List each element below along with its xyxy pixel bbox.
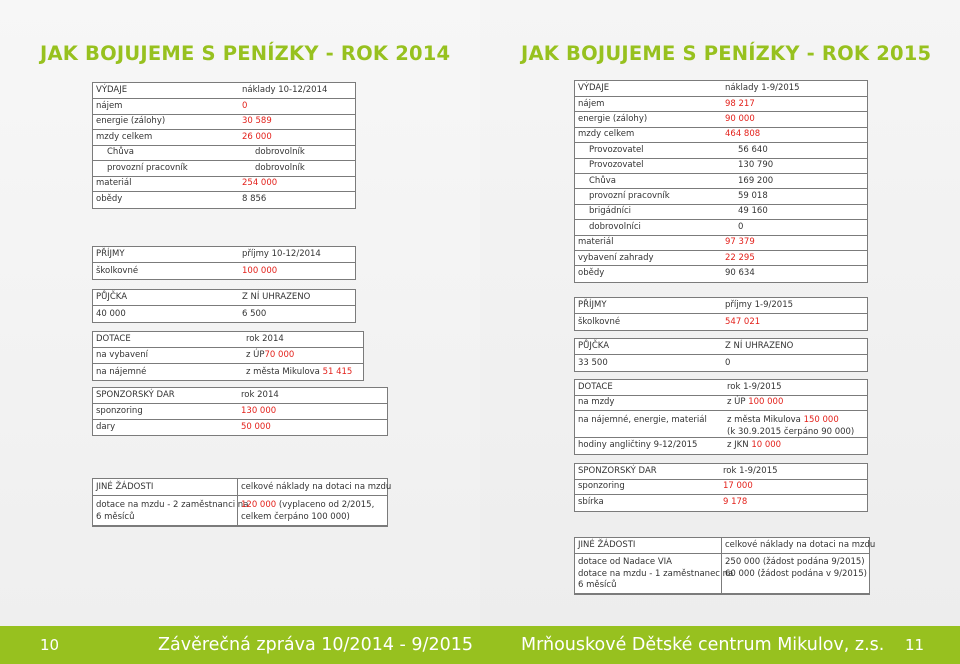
table-row: sbírka 9 178 xyxy=(578,497,748,508)
subsidy-table-2014 xyxy=(92,331,364,381)
table-row: na mzdy z ÚP 100 000 xyxy=(575,396,867,412)
table-row: na nájemné, energie, materiál z města Mikulova 150 000 (k 30.9.2015 čerpáno 90 000) xyxy=(575,411,867,438)
table-row: mzdy celkem 26 000 xyxy=(93,130,355,146)
table-row: provozní pracovník 59 018 xyxy=(575,189,867,204)
table-header: SPONZORSKÝ DAR rok 1-9/2015 xyxy=(575,464,867,480)
other-requests-table-2015 xyxy=(574,537,876,595)
table-header: JINÉ ŽÁDOSTI celkové náklady na dotaci na mzdu xyxy=(575,538,869,554)
income-table-2015 xyxy=(574,297,868,331)
page-number-right: 11 xyxy=(905,636,925,654)
right-page xyxy=(480,0,960,626)
table-row: obědy 8 856 xyxy=(96,194,267,205)
table-row: materiál 254 000 xyxy=(93,177,355,193)
table-header: DOTACE rok 1-9/2015 xyxy=(575,380,867,396)
expenses-table-2015 xyxy=(574,80,868,283)
income-table-2014 xyxy=(92,246,356,280)
footer-report-title: Závěrečná zpráva 10/2014 - 9/2015 xyxy=(158,635,473,655)
table-row: brigádníci 49 160 xyxy=(575,205,867,220)
table-row: provozní pracovník dobrovolník xyxy=(93,161,355,177)
table-row: dotace na mzdu - 2 zaměstnanci na 6 měsíců 120 000 (vyplaceno od 2/2015, celkem čerpáno 100 000) xyxy=(93,496,387,526)
table-row: mzdy celkem 464 808 xyxy=(575,128,867,143)
table-row: na nájemné z města Mikulova 51 415 xyxy=(96,366,353,377)
loan-table-2014 xyxy=(92,289,356,323)
table-header: PŮJČKA Z NÍ UHRAZENO xyxy=(575,339,867,355)
table-row: Provozovatel 130 790 xyxy=(575,159,867,174)
table-row: dobrovolníci 0 xyxy=(575,220,867,235)
table-row: 33 500 0 xyxy=(578,357,731,368)
sponsorship-table-2014 xyxy=(92,387,388,436)
table-row: nájem 98 217 xyxy=(575,97,867,112)
table-row: obědy 90 634 xyxy=(578,268,755,279)
table-header: PŘÍJMY příjmy 1-9/2015 xyxy=(575,298,867,314)
table-row: energie (zálohy) 30 589 xyxy=(93,115,355,131)
table-row: 40 000 6 500 xyxy=(96,308,267,319)
footer-organization: Mrňouskové Dětské centrum Mikulov, z.s. xyxy=(521,635,885,655)
table-row: dary 50 000 xyxy=(96,421,271,432)
table-row: sponzoring 17 000 xyxy=(575,480,867,496)
left-page xyxy=(0,0,480,626)
table-header: SPONZORSKÝ DAR rok 2014 xyxy=(93,388,387,404)
table-row: hodiny angličtiny 9-12/2015 z JKN 10 000 xyxy=(578,440,782,451)
table-header: PŘÍJMY příjmy 10-12/2014 xyxy=(93,247,355,263)
left-page-title: JAK BOJUJEME S PENÍZKY - ROK 2014 xyxy=(40,42,451,65)
table-row: vybavení zahrady 22 295 xyxy=(575,251,867,266)
table-row: materiál 97 379 xyxy=(575,236,867,251)
table-row: energie (zálohy) 90 000 xyxy=(575,112,867,127)
table-row: na vybavení z ÚP 70 000 xyxy=(93,348,363,364)
table-header: PŮJČKA Z NÍ UHRAZENO xyxy=(93,290,355,306)
expenses-table-2014 xyxy=(92,82,356,209)
page-number-left: 10 xyxy=(40,636,60,654)
sponsorship-table-2015 xyxy=(574,463,868,512)
right-page-title: JAK BOJUJEME S PENÍZKY - ROK 2015 xyxy=(521,42,932,65)
table-row: Provozovatel 56 640 xyxy=(575,143,867,158)
other-requests-table-2014 xyxy=(92,478,392,527)
table-header: DOTACE rok 2014 xyxy=(93,332,363,348)
subsidy-table-2015 xyxy=(574,379,868,455)
table-row: školkovné 100 000 xyxy=(96,265,278,276)
table-header: VÝDAJE náklady 1-9/2015 xyxy=(575,81,867,97)
table-header: JINÉ ŽÁDOSTI celkové náklady na dotaci na mzdu xyxy=(93,479,387,496)
table-row: Chůva dobrovolník xyxy=(93,146,355,162)
table-row: dotace od Nadace VIA dotace na mzdu - 1 zaměstnanec na 6 měsíců 250 000 (žádost podána 9/2015) 60 000 (žádost podána v 9/2015) xyxy=(575,554,869,594)
footer-bar xyxy=(0,626,960,664)
loan-table-2015 xyxy=(574,338,868,372)
table-row: sponzoring 130 000 xyxy=(93,404,387,420)
table-row: Chůva 169 200 xyxy=(575,174,867,189)
table-row: školkovné 547 021 xyxy=(578,316,761,327)
table-header: VÝDAJE náklady 10-12/2014 xyxy=(93,83,355,99)
table-row: nájem 0 xyxy=(93,99,355,115)
